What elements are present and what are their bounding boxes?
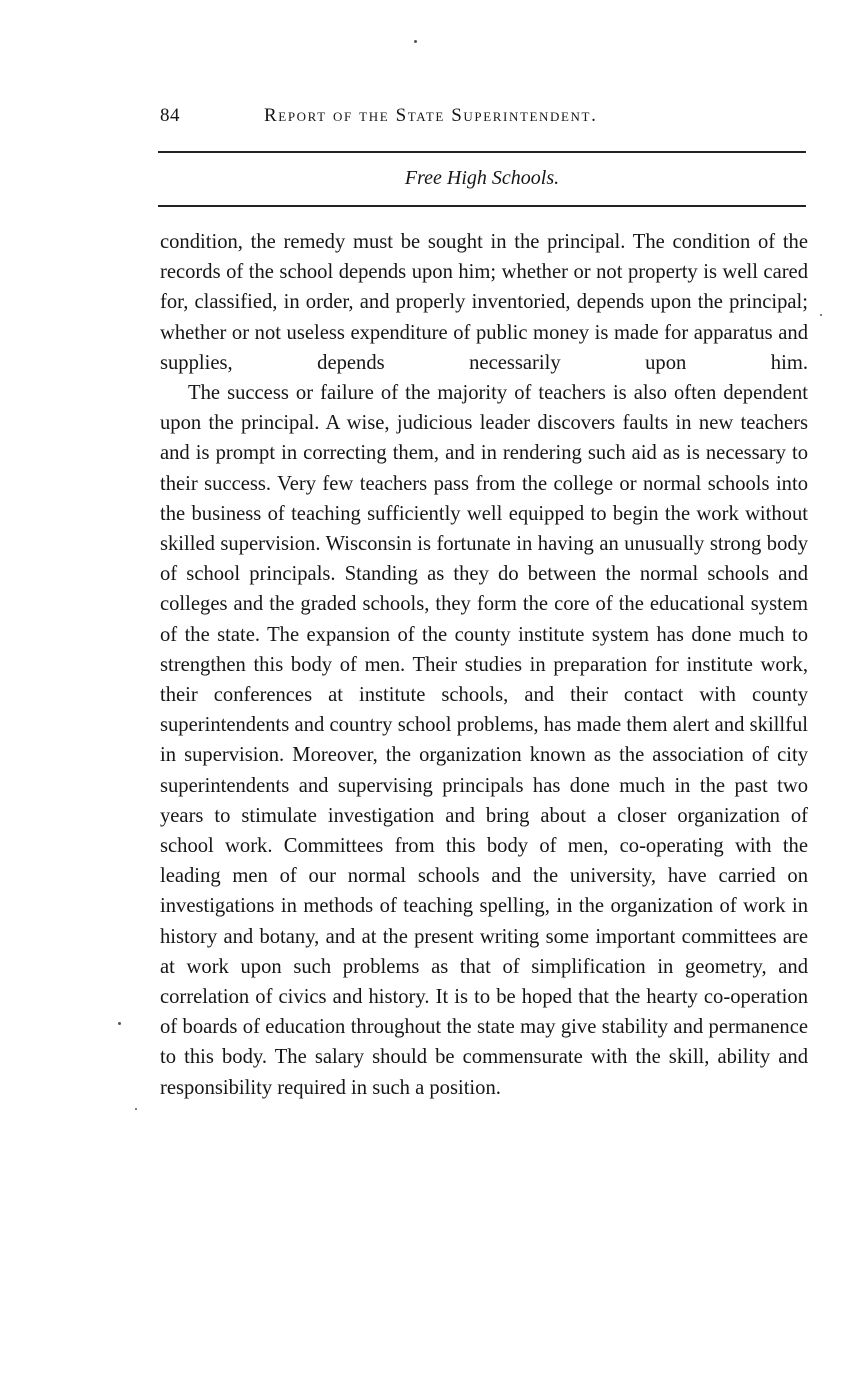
running-title: Report of the State Superintendent. bbox=[264, 105, 598, 126]
body-text bbox=[160, 227, 808, 1103]
page-number: 84 bbox=[160, 105, 180, 126]
scan-speck bbox=[135, 1108, 137, 1110]
scan-speck bbox=[820, 314, 822, 316]
header-rule-bottom bbox=[158, 205, 806, 207]
paragraph-continuation: condition, the remedy must be sought in the principal. The condition of the records of the school depends upon him; whether or not property is well cared for, classified, in order, and properly inventoried, depends upon the principal; whether or not useless expenditure of public money is made for apparatus and supplies, depends necessarily upon him. bbox=[160, 231, 808, 374]
running-header bbox=[160, 104, 806, 128]
scan-speck bbox=[414, 40, 417, 43]
scan-speck bbox=[118, 1022, 121, 1025]
header-rule-top bbox=[158, 151, 806, 153]
section-title: Free High Schools. bbox=[404, 167, 560, 189]
paragraph-principals: The success or failure of the majority of teachers is also often dependent upon the principal. A wise, judicious leader discovers faults in new teachers and is prompt in correcting them, and in rendering such aid as is necessary to their success. Very few teachers pass from the college or normal schools into the business of teaching sufficiently well equipped to begin the work without skilled supervision. Wisconsin is fortunate in having an unusually strong body of school principals. Standing as they do between the normal schools and colleges and the graded schools, they form the core of the educational system of the state. The expansion of the county institute system has done much to strengthen this body of men. Their studies in preparation for institute work, their conferences at institute schools, and their contact with county superintendents and country school problems, has made them alert and skillful in supervision. Moreover, the organization known as the association of city superintendents and supervising principals has done much in the past two years to stimulate investigation and bring about a closer organization of school work. Committees from this body of men, co-operating with the leading men of our normal schools and the university, have carried on investigations in methods of teaching spelling, in the organization of work in history and botany, and at the present writing some important committees are at work upon such problems as that of simplification in geometry, and correlation of civics and history. It is to be hoped that the hearty co-operation of boards of education throughout the state may give stability and permanence to this body. The salary should be commensurate with the skill, ability and responsibility required in such a position. bbox=[160, 382, 808, 1099]
